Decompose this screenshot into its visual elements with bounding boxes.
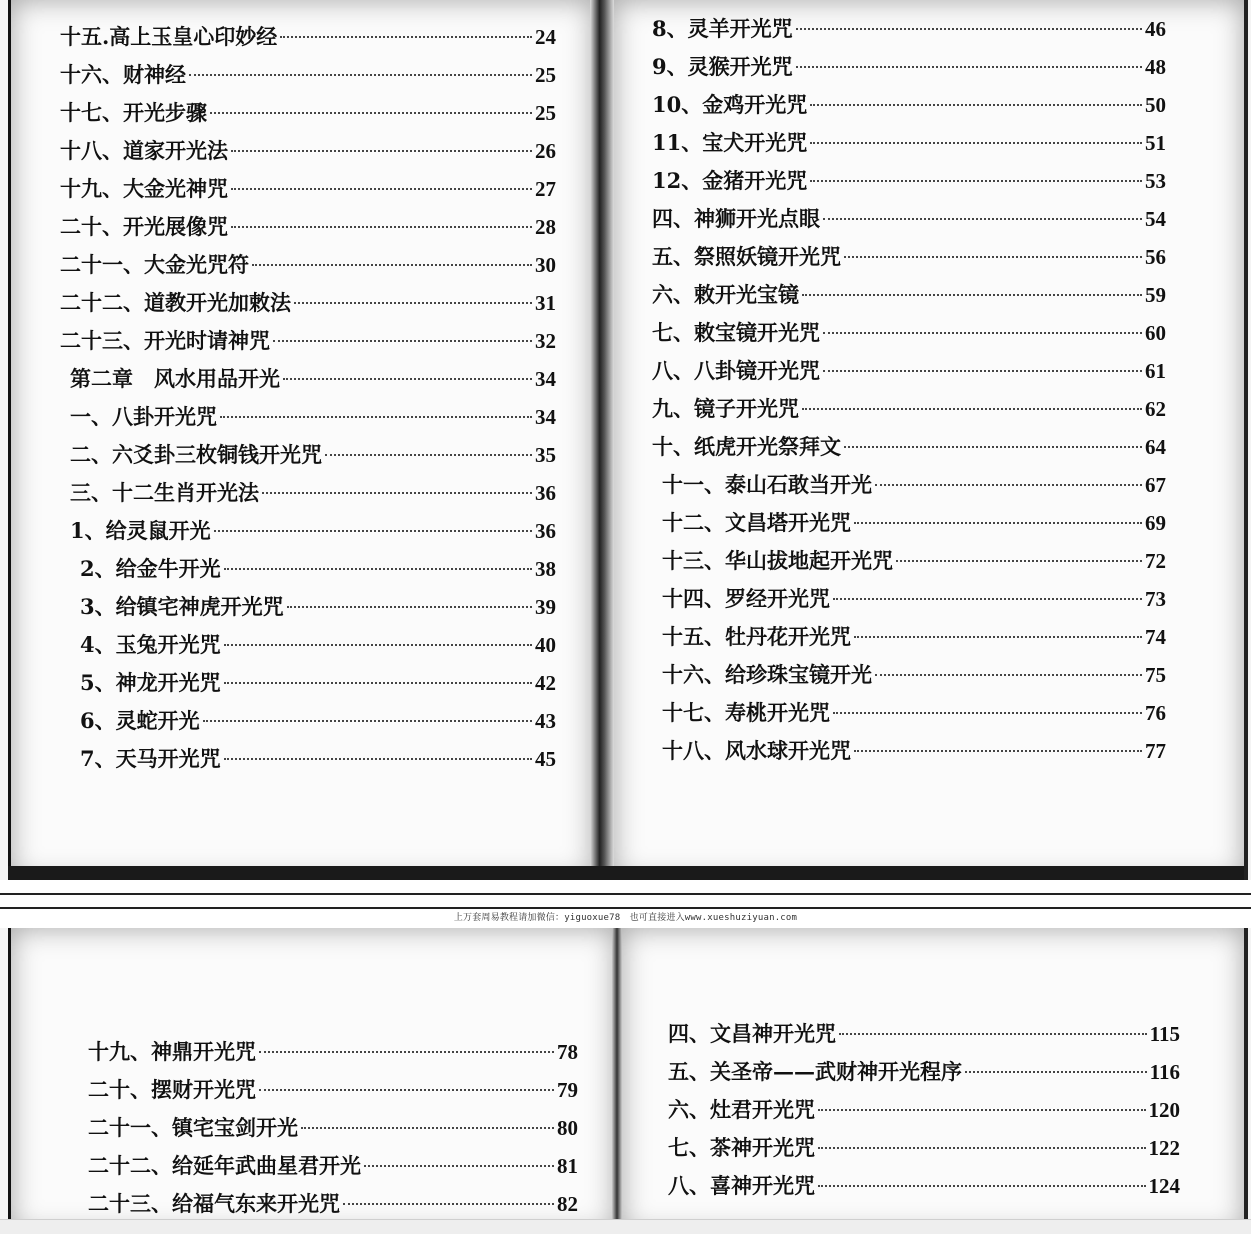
toc-page-number: 38 — [535, 557, 556, 581]
toc-entry — [60, 550, 556, 588]
toc-entry — [652, 428, 1166, 466]
toc-entry-title: 12、金猪开光咒 — [652, 168, 808, 193]
toc-entry — [652, 542, 1166, 580]
dot-leader — [810, 180, 1142, 182]
toc-page-number: 50 — [1145, 93, 1166, 117]
toc-entry — [652, 10, 1166, 48]
dot-leader — [224, 568, 532, 570]
toc-entry-title: 二十、开光展像咒 — [60, 214, 228, 239]
toc-entry-title: 五、祭照妖镜开光咒 — [652, 244, 841, 269]
toc-page-number: 115 — [1149, 1022, 1180, 1046]
toc-entry-title: 七、敕宝镜开光咒 — [652, 320, 820, 345]
page-edge-shadow — [8, 866, 1244, 880]
toc-page-number: 27 — [535, 177, 556, 201]
toc-entry — [60, 284, 556, 322]
divider-line — [0, 893, 1251, 895]
toc-entry-title: 1、给灵鼠开光 — [70, 518, 211, 543]
book-gutter — [612, 928, 622, 1233]
toc-list-bottom-right — [668, 1015, 1180, 1205]
dot-leader — [210, 112, 532, 114]
dot-leader — [231, 188, 532, 190]
toc-entry — [652, 580, 1166, 618]
toc-entry-title: 二、六爻卦三枚铜钱开光咒 — [70, 442, 322, 467]
toc-list-top-left — [60, 18, 556, 778]
toc-page-number: 72 — [1145, 549, 1166, 573]
dot-leader — [833, 598, 1142, 600]
toc-page-number: 51 — [1145, 131, 1166, 155]
toc-entry — [668, 1053, 1180, 1091]
toc-entry-title: 十五.高上玉皇心印妙经 — [60, 24, 278, 49]
toc-entry — [652, 656, 1166, 694]
toc-entry-title: 二十二、道教开光加敕法 — [60, 290, 291, 315]
toc-entry — [652, 200, 1166, 238]
toc-page-number: 59 — [1145, 283, 1166, 307]
toc-entry-title: 十、纸虎开光祭拜文 — [652, 434, 841, 459]
toc-entry — [652, 352, 1166, 390]
toc-entry — [652, 86, 1166, 124]
dot-leader — [283, 378, 532, 380]
toc-entry — [652, 276, 1166, 314]
dot-leader — [810, 104, 1142, 106]
toc-page-number: 69 — [1145, 511, 1166, 535]
dot-leader — [301, 1127, 554, 1129]
dot-leader — [818, 1147, 1146, 1149]
toc-page-number: 74 — [1145, 625, 1166, 649]
toc-entry-title: 六、灶君开光咒 — [668, 1097, 815, 1122]
toc-entry-title: 3、给镇宅神虎开光咒 — [80, 594, 284, 619]
toc-entry-title: 七、茶神开光咒 — [668, 1135, 815, 1160]
toc-entry — [60, 626, 556, 664]
toc-page-number: 24 — [535, 25, 556, 49]
book-gutter — [590, 0, 614, 880]
viewer-bottom-bar — [0, 1219, 1251, 1234]
dot-leader — [231, 226, 532, 228]
toc-page-number: 78 — [557, 1040, 578, 1064]
toc-page-number: 34 — [535, 367, 556, 391]
toc-page-number: 31 — [535, 291, 556, 315]
toc-page-number: 77 — [1145, 739, 1166, 763]
toc-page-number: 67 — [1145, 473, 1166, 497]
dot-leader — [280, 36, 532, 38]
dot-leader — [802, 294, 1142, 296]
toc-page-number: 79 — [557, 1078, 578, 1102]
toc-entry-title: 8、灵羊开光咒 — [652, 16, 793, 41]
toc-entry — [652, 694, 1166, 732]
toc-entry-title: 10、金鸡开光咒 — [652, 92, 808, 117]
toc-entry — [88, 1147, 578, 1185]
toc-entry — [60, 436, 556, 474]
toc-page-number: 48 — [1145, 55, 1166, 79]
toc-entry — [668, 1091, 1180, 1129]
toc-entry — [60, 18, 556, 56]
toc-entry-title: 一、八卦开光咒 — [70, 404, 217, 429]
toc-entry-title: 二十三、给福气东来开光咒 — [88, 1191, 340, 1216]
dot-leader — [823, 370, 1142, 372]
toc-entry-title: 二十三、开光时请神咒 — [60, 328, 270, 353]
dot-leader — [823, 332, 1142, 334]
toc-entry-title: 二十、摆财开光咒 — [88, 1077, 256, 1102]
toc-page-number: 73 — [1145, 587, 1166, 611]
dot-leader — [796, 28, 1142, 30]
toc-entry-title: 二十一、大金光咒符 — [60, 252, 249, 277]
toc-page-number: 81 — [557, 1154, 578, 1178]
dot-leader — [224, 758, 532, 760]
toc-page-number: 40 — [535, 633, 556, 657]
toc-entry — [60, 474, 556, 512]
toc-page-number: 56 — [1145, 245, 1166, 269]
dot-leader — [839, 1033, 1147, 1035]
divider-line — [0, 907, 1251, 909]
dot-leader — [224, 682, 532, 684]
toc-page-number: 80 — [557, 1116, 578, 1140]
dot-leader — [364, 1165, 554, 1167]
toc-entry-title: 11、宝犬开光咒 — [652, 130, 808, 155]
toc-entry — [60, 512, 556, 550]
toc-page-number: 46 — [1145, 17, 1166, 41]
toc-page-number: 25 — [535, 63, 556, 87]
toc-entry — [652, 504, 1166, 542]
dot-leader — [220, 416, 532, 418]
dot-leader — [231, 150, 532, 152]
toc-page-number: 122 — [1148, 1136, 1180, 1160]
toc-entry — [88, 1071, 578, 1109]
dot-leader — [896, 560, 1142, 562]
toc-page-number: 32 — [535, 329, 556, 353]
dot-leader — [224, 644, 532, 646]
dot-leader — [818, 1109, 1146, 1111]
toc-entry — [668, 1167, 1180, 1205]
toc-entry-title: 6、灵蛇开光 — [80, 708, 200, 733]
dot-leader — [854, 636, 1142, 638]
toc-page-number: 54 — [1145, 207, 1166, 231]
toc-page-number: 28 — [535, 215, 556, 239]
watermark-caption: 上万套周易教程请加微信：yiguoxue78 也可直接进入www.xueshuziyuan.com — [453, 913, 798, 923]
dot-leader — [252, 264, 532, 266]
toc-entry — [88, 1185, 578, 1223]
toc-entry-title: 十八、风水球开光咒 — [662, 738, 851, 763]
toc-page-number: 42 — [535, 671, 556, 695]
toc-page-number: 43 — [535, 709, 556, 733]
toc-entry — [60, 398, 556, 436]
toc-page-number: 82 — [557, 1192, 578, 1216]
dot-leader — [844, 256, 1142, 258]
toc-page-number: 124 — [1148, 1174, 1180, 1198]
toc-page-number: 116 — [1149, 1060, 1180, 1084]
toc-entry-title: 7、天马开光咒 — [80, 746, 221, 771]
toc-entry — [60, 322, 556, 360]
toc-entry-title: 十九、大金光神咒 — [60, 176, 228, 201]
toc-page-number: 45 — [535, 747, 556, 771]
toc-entry — [668, 1129, 1180, 1167]
toc-entry-title: 十七、寿桃开光咒 — [662, 700, 830, 725]
toc-page-number: 30 — [535, 253, 556, 277]
dot-leader — [203, 720, 532, 722]
dot-leader — [273, 340, 532, 342]
toc-entry-title: 八、八卦镜开光咒 — [652, 358, 820, 383]
toc-entry-title: 九、镜子开光咒 — [652, 396, 799, 421]
toc-entry-title: 2、给金牛开光 — [80, 556, 221, 581]
toc-entry — [60, 56, 556, 94]
dot-leader — [343, 1203, 554, 1205]
toc-entry — [60, 588, 556, 626]
toc-page-number: 53 — [1145, 169, 1166, 193]
dot-leader — [875, 484, 1142, 486]
toc-entry-title: 十四、罗经开光咒 — [662, 586, 830, 611]
toc-entry-title: 十一、泰山石敢当开光 — [662, 472, 872, 497]
toc-entry-title: 4、玉兔开光咒 — [80, 632, 221, 657]
dot-leader — [854, 750, 1142, 752]
toc-entry — [60, 702, 556, 740]
dot-leader — [259, 1051, 554, 1053]
dot-leader — [259, 1089, 554, 1091]
toc-entry-title: 十六、财神经 — [60, 62, 186, 87]
toc-entry-title: 四、文昌神开光咒 — [668, 1021, 836, 1046]
toc-entry — [652, 314, 1166, 352]
toc-entry — [652, 48, 1166, 86]
dot-leader — [325, 454, 532, 456]
toc-page-number: 120 — [1148, 1098, 1180, 1122]
toc-page-number: 61 — [1145, 359, 1166, 383]
toc-entry — [652, 162, 1166, 200]
toc-entry-title: 五、关圣帝——武财神开光程序 — [668, 1059, 962, 1084]
toc-entry — [60, 94, 556, 132]
toc-page-number: 36 — [535, 519, 556, 543]
toc-entry — [60, 170, 556, 208]
toc-page-number: 25 — [535, 101, 556, 125]
dot-leader — [818, 1185, 1146, 1187]
toc-entry-title: 四、神狮开光点眼 — [652, 206, 820, 231]
toc-entry-title: 六、敕开光宝镜 — [652, 282, 799, 307]
dot-leader — [965, 1071, 1147, 1073]
dot-leader — [875, 674, 1142, 676]
toc-entry — [60, 664, 556, 702]
toc-page-number: 39 — [535, 595, 556, 619]
dot-leader — [287, 606, 532, 608]
toc-entry — [652, 390, 1166, 428]
toc-entry-title: 八、喜神开光咒 — [668, 1173, 815, 1198]
toc-page-number: 76 — [1145, 701, 1166, 725]
toc-entry — [652, 618, 1166, 656]
dot-leader — [214, 530, 532, 532]
dot-leader — [796, 66, 1142, 68]
toc-list-bottom-left — [88, 1033, 578, 1223]
toc-entry-title: 十三、华山拔地起开光咒 — [662, 548, 893, 573]
dot-leader — [802, 408, 1142, 410]
toc-entry-title: 十七、开光步骤 — [60, 100, 207, 125]
toc-page-number: 75 — [1145, 663, 1166, 687]
toc-entry-title: 十九、神鼎开光咒 — [88, 1039, 256, 1064]
toc-entry-title: 二十一、镇宅宝剑开光 — [88, 1115, 298, 1140]
toc-entry — [652, 466, 1166, 504]
toc-entry-title: 十二、文昌塔开光咒 — [662, 510, 851, 535]
toc-page-number: 62 — [1145, 397, 1166, 421]
toc-page-number: 36 — [535, 481, 556, 505]
toc-entry — [668, 1015, 1180, 1053]
toc-entry — [652, 124, 1166, 162]
toc-entry-title: 9、灵猴开光咒 — [652, 54, 793, 79]
toc-entry — [652, 238, 1166, 276]
toc-entry — [88, 1109, 578, 1147]
dot-leader — [833, 712, 1142, 714]
toc-entry-title: 十六、给珍珠宝镜开光 — [662, 662, 872, 687]
toc-list-top-right — [652, 10, 1166, 770]
toc-page-number: 60 — [1145, 321, 1166, 345]
toc-entry-title: 十五、牡丹花开光咒 — [662, 624, 851, 649]
toc-entry-title: 5、神龙开光咒 — [80, 670, 221, 695]
toc-entry-title: 三、十二生肖开光法 — [70, 480, 259, 505]
dot-leader — [823, 218, 1142, 220]
toc-entry — [88, 1033, 578, 1071]
toc-entry-title: 十八、道家开光法 — [60, 138, 228, 163]
dot-leader — [810, 142, 1142, 144]
toc-entry-title: 第二章 风水用品开光 — [70, 366, 280, 391]
toc-entry — [60, 132, 556, 170]
toc-entry-title: 二十二、给延年武曲星君开光 — [88, 1153, 361, 1178]
toc-page-number: 34 — [535, 405, 556, 429]
toc-page-number: 26 — [535, 139, 556, 163]
toc-entry — [60, 208, 556, 246]
dot-leader — [854, 522, 1142, 524]
dot-leader — [294, 302, 532, 304]
dot-leader — [189, 74, 532, 76]
dot-leader — [844, 446, 1142, 448]
toc-entry — [60, 740, 556, 778]
dot-leader — [262, 492, 532, 494]
toc-entry — [60, 360, 556, 398]
toc-page-number: 64 — [1145, 435, 1166, 459]
toc-page-number: 35 — [535, 443, 556, 467]
toc-entry — [652, 732, 1166, 770]
toc-entry — [60, 246, 556, 284]
